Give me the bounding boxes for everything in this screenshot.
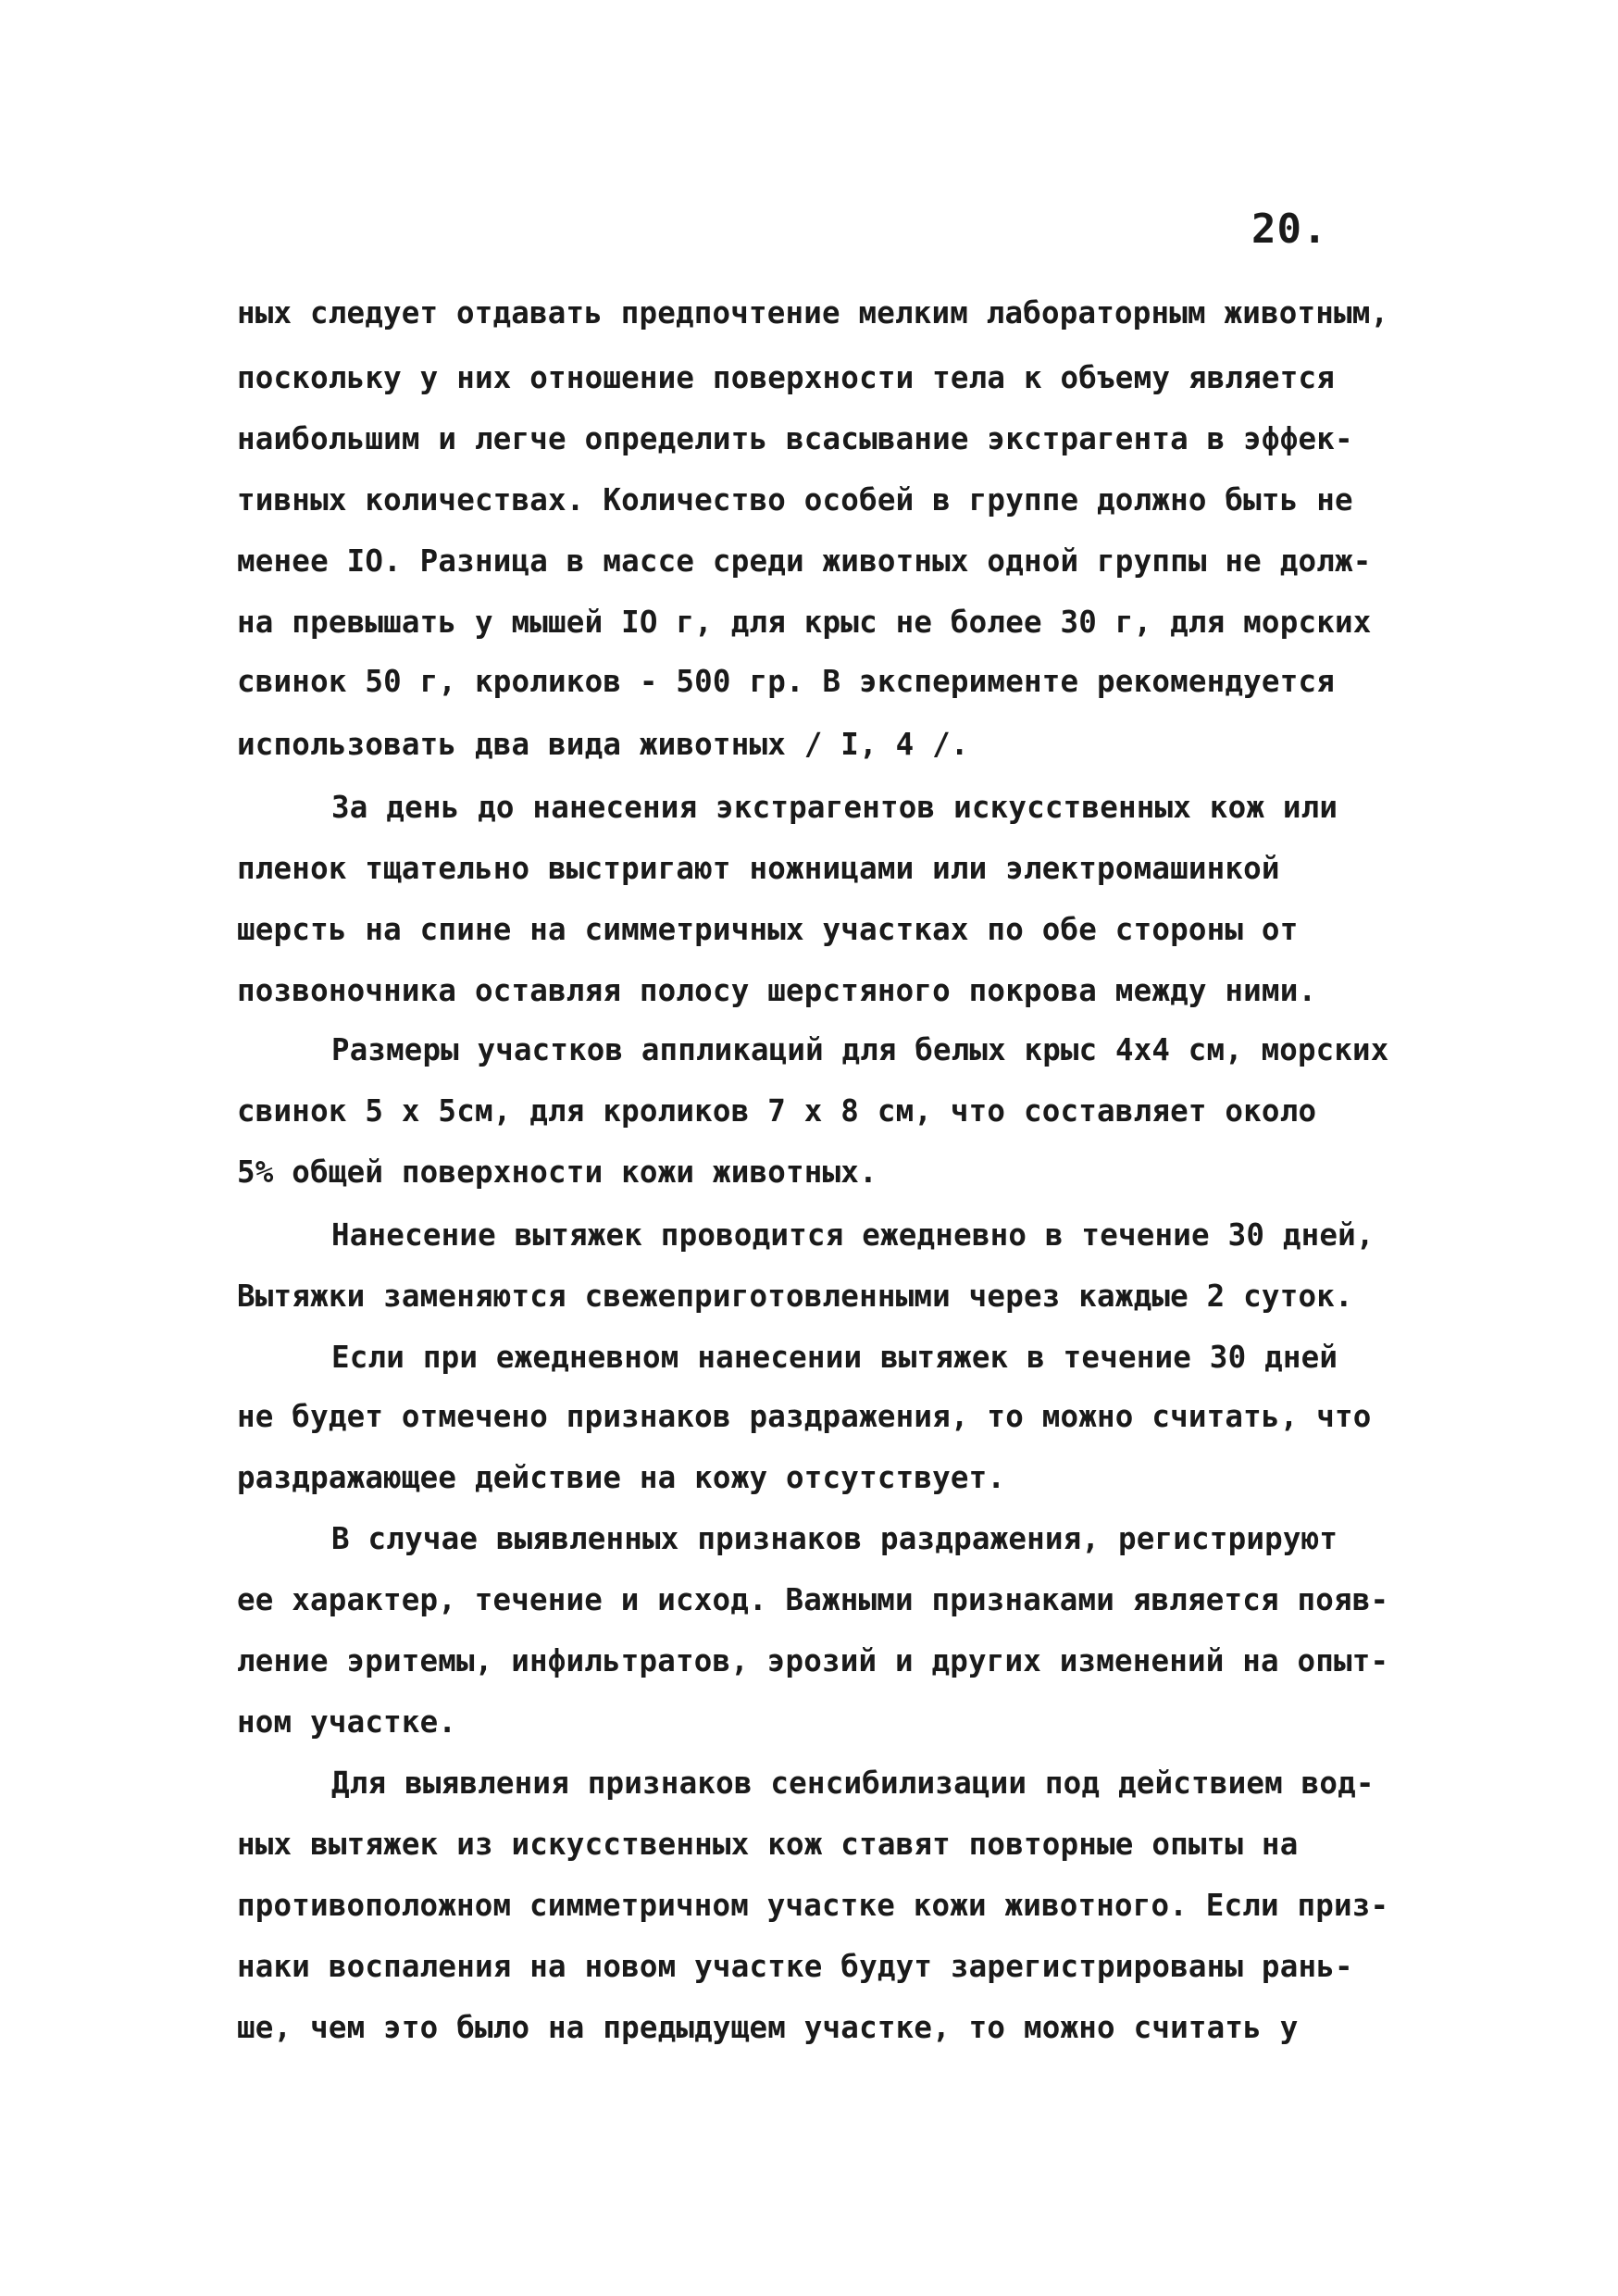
text-line: ных следует отдавать предпочтение мелким лабораторным животным,	[237, 295, 1389, 331]
text-line: Если при ежедневном нанесении вытяжек в течение 30 дней	[331, 1340, 1338, 1375]
text-line: свинок 5 х 5см, для кроликов 7 х 8 см, что составляет около	[237, 1093, 1317, 1129]
text-line: позвоночника оставляя полосу шерстяного покрова между ними.	[237, 973, 1317, 1008]
text-line: Нанесение вытяжек проводится ежедневно в течение 30 дней,	[331, 1217, 1375, 1253]
text-line: В случае выявленных признаков раздражения, регистрируют	[331, 1521, 1338, 1556]
page-number: 20.	[1251, 206, 1328, 253]
text-line: Для выявления признаков сенсибилизации под действием вод-	[331, 1766, 1375, 1801]
text-line: противоположном симметричном участке кожи животного. Если приз-	[237, 1888, 1389, 1923]
text-line: не будет отмечено признаков раздражения, то можно считать, что	[237, 1399, 1372, 1434]
text-line: ных вытяжек из искусственных кож ставят повторные опыты на	[237, 1827, 1299, 1862]
text-line: ее характер, течение и исход. Важными признаками является появ-	[237, 1582, 1389, 1617]
text-line: Размеры участков аппликаций для белых крыс 4х4 см, морских	[331, 1032, 1389, 1067]
text-line: Вытяжки заменяются свежеприготовленными через каждые 2 суток.	[237, 1279, 1353, 1314]
text-line: 5% общей поверхности кожи животных.	[237, 1154, 877, 1190]
text-line: пленок тщательно выстригают ножницами или электромашинкой	[237, 851, 1280, 886]
text-line: За день до нанесения экстрагентов искусственных кож или	[331, 790, 1338, 825]
text-line: на превышать у мышей IO г, для крыс не более 30 г, для морских	[237, 605, 1372, 640]
text-line: наки воспаления на новом участке будут зарегистрированы рань-	[237, 1949, 1353, 1984]
text-line: ном участке.	[237, 1704, 457, 1740]
text-line: использовать два вида животных / I, 4 /.	[237, 727, 969, 762]
text-line: поскольку у них отношение поверхности тела к объему является	[237, 360, 1335, 395]
text-line: тивных количествах. Количество особей в группе должно быть не	[237, 482, 1353, 518]
text-line: наибольшим и легче определить всасывание экстрагента в эффек-	[237, 421, 1353, 456]
text-line: шерсть на спине на симметричных участках по обе стороны от	[237, 912, 1299, 947]
text-line: ше, чем это было на предыдущем участке, то можно считать у	[237, 2010, 1299, 2045]
text-line: свинок 50 г, кроликов - 500 гр. В эксперименте рекомендуется	[237, 664, 1335, 699]
text-line: раздражающее действие на кожу отсутствует.	[237, 1460, 1006, 1495]
text-line: ление эритемы, инфильтратов, эрозий и других изменений на опыт-	[237, 1643, 1389, 1678]
text-line: менее IO. Разница в массе среди животных одной группы не долж-	[237, 543, 1372, 579]
